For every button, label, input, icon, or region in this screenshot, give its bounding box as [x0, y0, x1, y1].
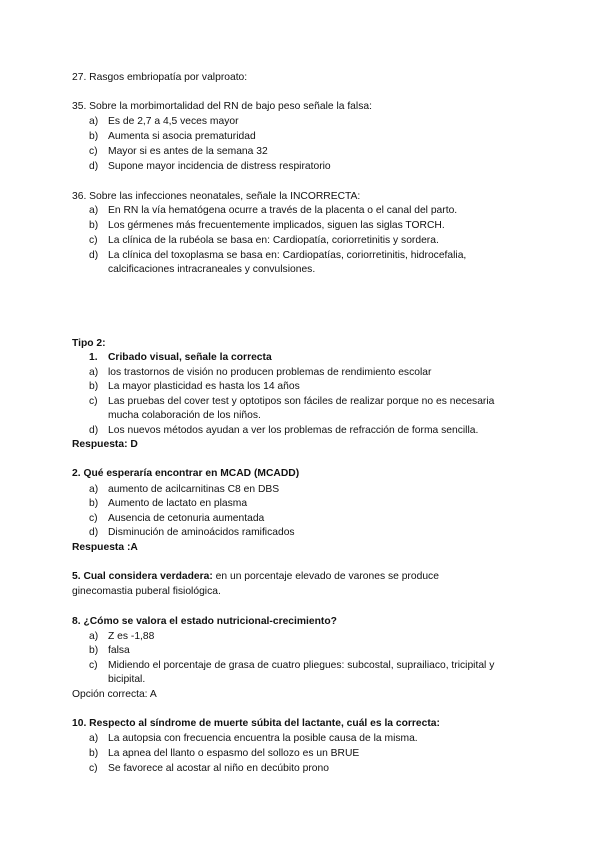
t5-text-cont: ginecomastia puberal fisiológica. [72, 586, 221, 597]
t2-option-d: Disminución de aminoácidos ramificados [108, 527, 295, 538]
q35-option-b-letter: b) [89, 131, 99, 142]
q36-option-a-letter: a) [89, 205, 99, 216]
question-35: 35. Sobre la morbimortalidad del RN de bajo peso señale la falsa: [72, 101, 372, 112]
t10-option-a: La autopsia con frecuencia encuentra la posible causa de la misma. [108, 733, 418, 744]
t8-answer: Opción correcta: A [72, 689, 157, 700]
t10-option-b: La apnea del llanto o espasmo del sollozo es un BRUE [108, 748, 360, 759]
t1-option-a-letter: a) [89, 367, 99, 378]
t2-option-a: aumento de acilcarnitinas C8 en DBS [108, 484, 280, 495]
t10-option-c-letter: c) [89, 763, 98, 774]
t1-option-d-letter: d) [89, 425, 99, 436]
t1-option-b-letter: b) [89, 381, 99, 392]
t8-option-a: Z es -1,88 [108, 631, 155, 642]
t5-title: 5. Cual considera verdadera: [72, 571, 213, 582]
q36-option-c: La clínica de la rubéola se basa en: Cardiopatía, coriorretinitis y sordera. [108, 235, 439, 246]
q36-option-d-cont: calcificaciones intracraneales y convulsiones. [108, 264, 316, 275]
q36-option-c-letter: c) [89, 235, 98, 246]
t10-option-a-letter: a) [89, 733, 99, 744]
t8-option-c: Midiendo el porcentaje de grasa de cuatro pliegues: subcostal, suprailiaco, tricipital y [108, 660, 495, 671]
t8-option-c-letter: c) [89, 660, 98, 671]
t1-number: 1. [89, 352, 98, 363]
t10-option-c: Se favorece al acostar al niño en decúbito prono [108, 763, 329, 774]
t1-option-c: Las pruebas del cover test y optotipos son fáciles de realizar porque no es necesaria [108, 396, 495, 407]
t2-answer: Respuesta :A [72, 542, 138, 553]
t1-option-c-letter: c) [89, 396, 98, 407]
t2-option-a-letter: a) [89, 484, 99, 495]
q36-option-b-letter: b) [89, 220, 99, 231]
t2-option-b-letter: b) [89, 498, 99, 509]
t1-option-b: La mayor plasticidad es hasta los 14 años [108, 381, 300, 392]
t8-option-b-letter: b) [89, 645, 99, 656]
question-36: 36. Sobre las infecciones neonatales, señale la INCORRECTA: [72, 191, 361, 202]
q35-option-a: Es de 2,7 a 4,5 veces mayor [108, 116, 239, 127]
q35-option-a-letter: a) [89, 116, 99, 127]
q36-option-d: La clínica del toxoplasma se basa en: Cardiopatías, coriorretinitis, hidrocefalia, [108, 250, 467, 261]
q36-option-b: Los gérmenes más frecuentemente implicados, siguen las siglas TORCH. [108, 220, 445, 231]
q36-option-d-letter: d) [89, 250, 99, 261]
t10-option-b-letter: b) [89, 748, 99, 759]
t8-option-b: falsa [108, 645, 130, 656]
t2-option-d-letter: d) [89, 527, 99, 538]
t2-option-c-letter: c) [89, 513, 98, 524]
t8-option-a-letter: a) [89, 631, 99, 642]
t1-title: Cribado visual, señale la correcta [108, 352, 272, 363]
t10-title: 10. Respecto al síndrome de muerte súbita del lactante, cuál es la correcta: [72, 718, 440, 729]
t2-title: 2. Qué esperaría encontrar en MCAD (MCADD) [72, 468, 300, 479]
q35-option-d: Supone mayor incidencia de distress respiratorio [108, 161, 331, 172]
t2-option-c: Ausencia de cetonuria aumentada [108, 513, 265, 524]
t5-statement [72, 570, 439, 584]
t1-answer: Respuesta: D [72, 439, 138, 450]
t8-title: 8. ¿Cómo se valora el estado nutricional-crecimiento? [72, 616, 337, 627]
q35-option-d-letter: d) [89, 161, 99, 172]
q36-option-a: En RN la vía hematógena ocurre a través de la placenta o el canal del parto. [108, 205, 458, 216]
t8-option-c-cont: bicipital. [108, 674, 146, 685]
t5-text: en un porcentaje elevado de varones se produce [212, 571, 439, 582]
t1-option-a: los trastornos de visión no producen problemas de rendimiento escolar [108, 367, 432, 378]
section-heading-tipo-2: Tipo 2: [72, 338, 106, 349]
q35-option-c: Mayor si es antes de la semana 32 [108, 146, 268, 157]
q35-option-c-letter: c) [89, 146, 98, 157]
q35-option-b: Aumenta si asocia prematuridad [108, 131, 256, 142]
t1-option-c-cont: mucha colaboración de los niños. [108, 410, 261, 421]
t2-option-b: Aumento de lactato en plasma [108, 498, 248, 509]
t1-option-d: Los nuevos métodos ayudan a ver los problemas de refracción de forma sencilla. [108, 425, 479, 436]
question-27: 27. Rasgos embriopatía por valproato: [72, 72, 248, 83]
